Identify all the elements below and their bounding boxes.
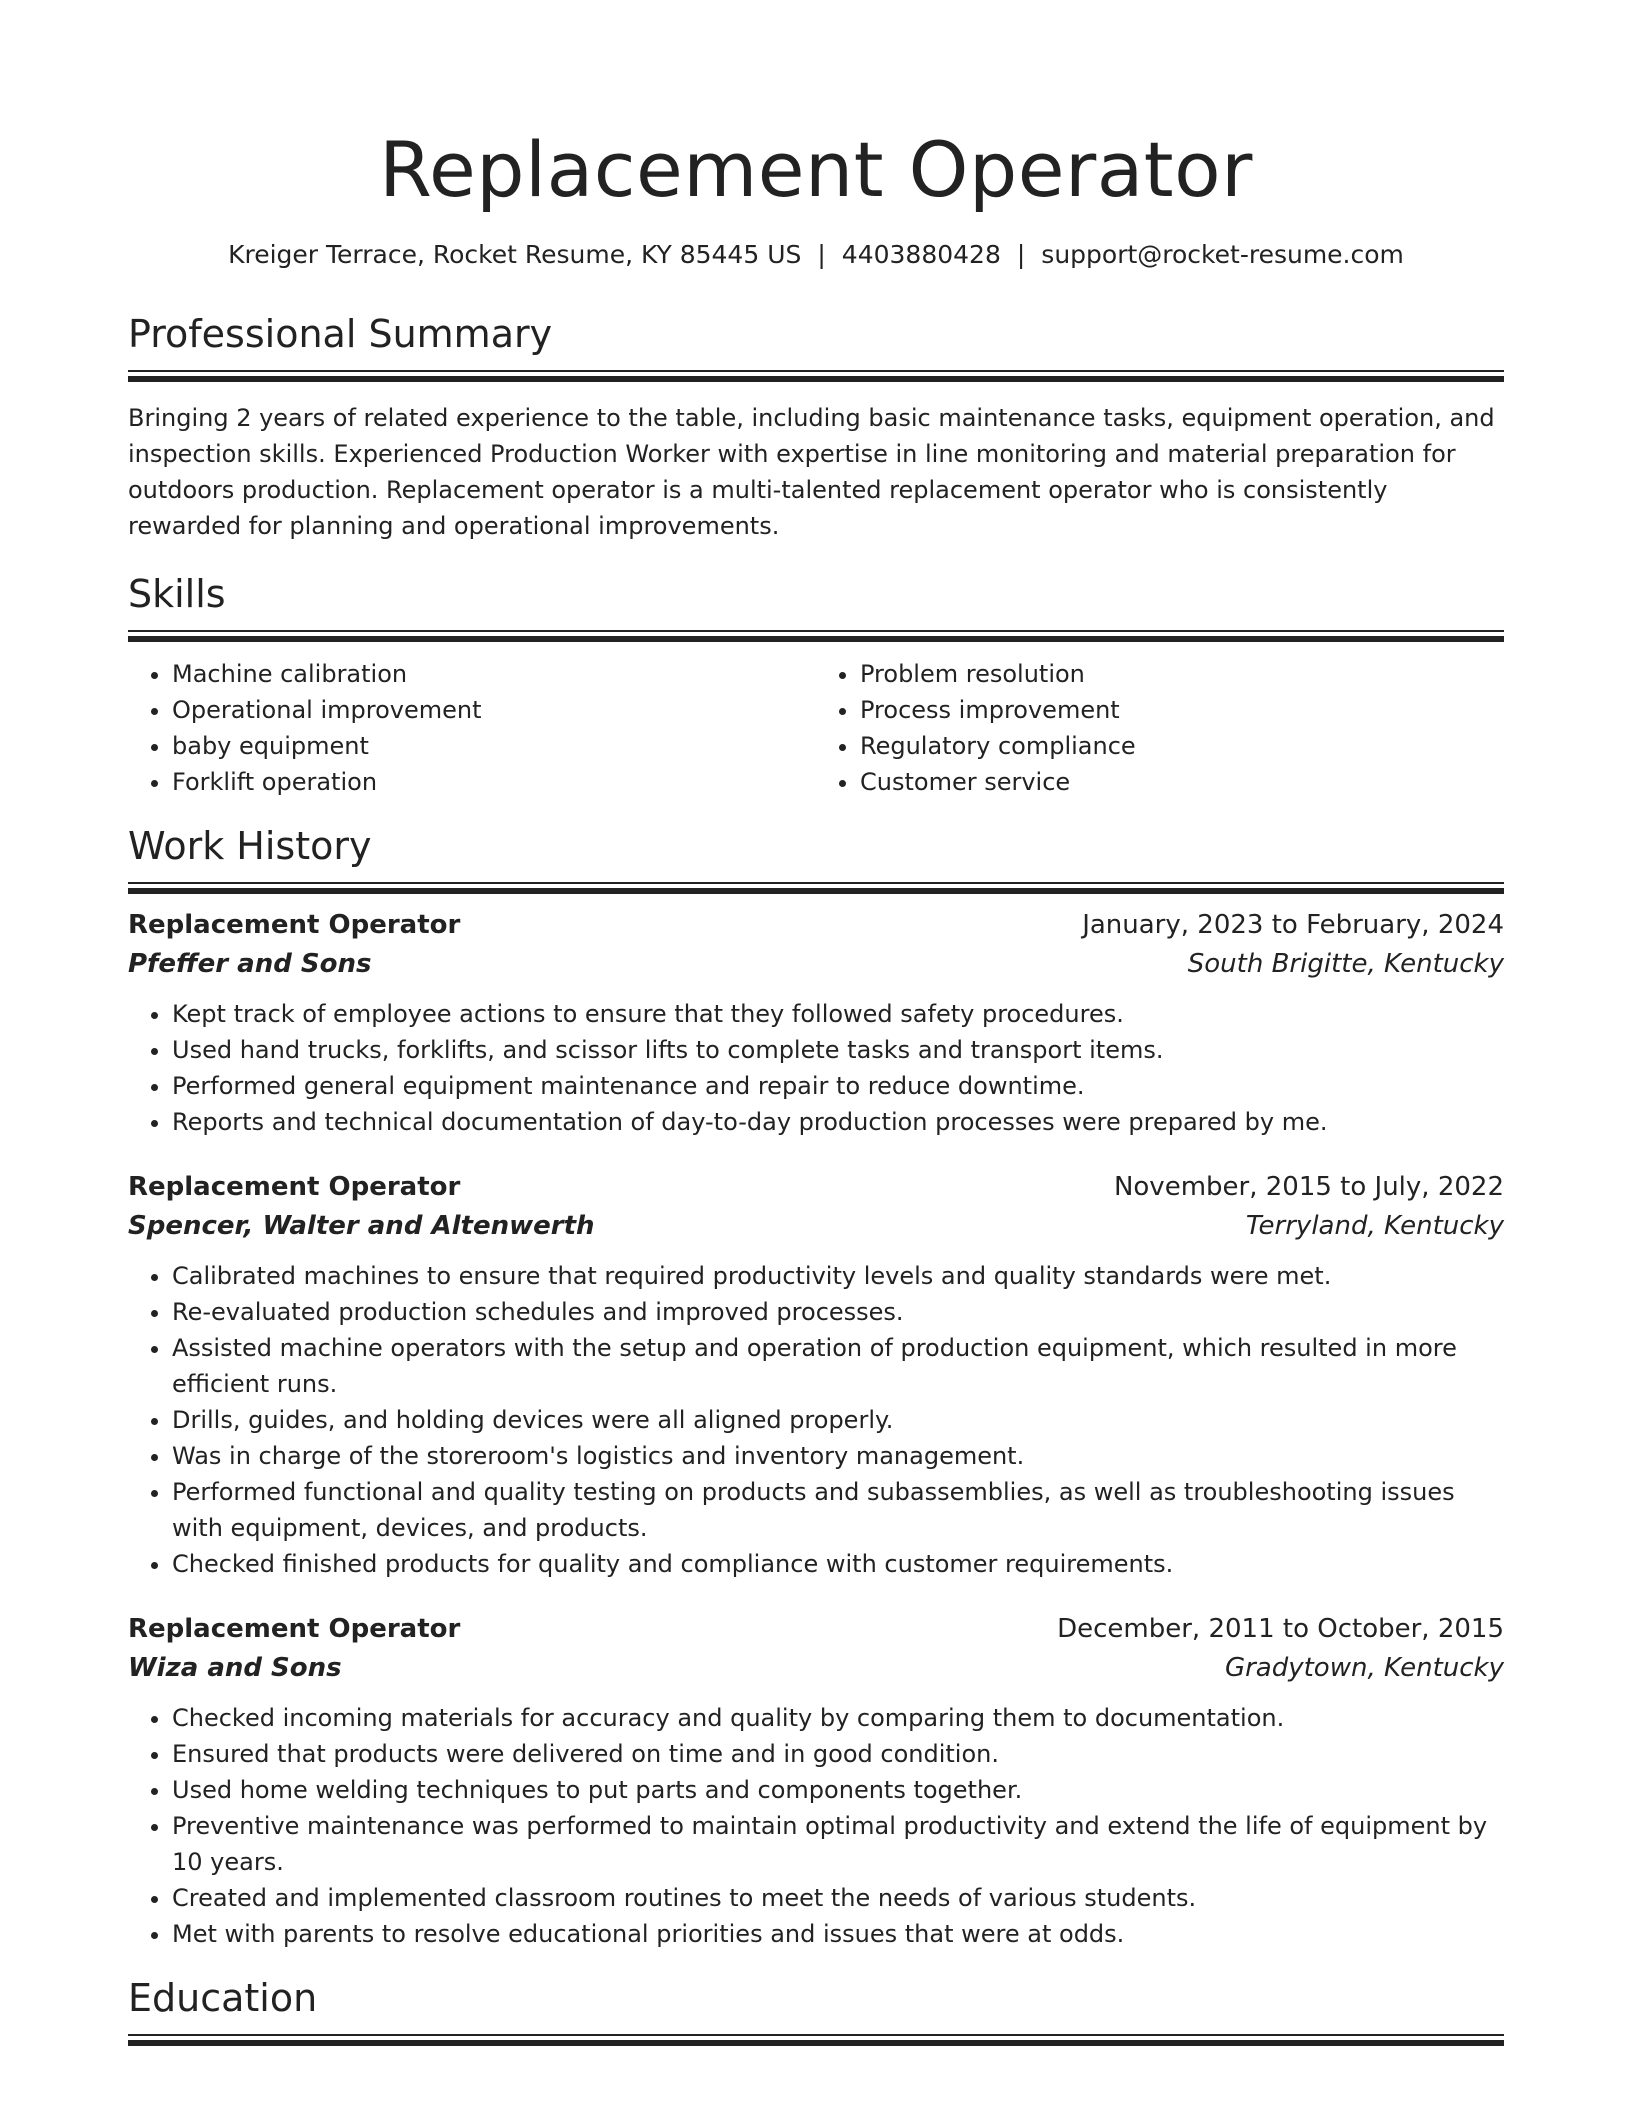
job-entry: [128, 1610, 1504, 1952]
job-bullet: • Kept track of employee actions to ensure that they followed safety procedures.: [172, 996, 1504, 1032]
summary-section: [128, 310, 1504, 544]
job-bullet: • Drills, guides, and holding devices were all aligned properly.: [172, 1402, 1504, 1438]
contact-line: [128, 238, 1504, 272]
job-bullet: • Ensured that products were delivered on time and in good condition.: [172, 1736, 1504, 1772]
job-bullet: • Was in charge of the storeroom's logistics and inventory management.: [172, 1438, 1504, 1474]
job-dates: November, 2015 to July, 2022: [1113, 1172, 1504, 1202]
skills-section: [128, 570, 1504, 800]
section-title-work-history: Work History: [128, 824, 372, 868]
job-bullet: • Re-evaluated production schedules and improved processes.: [172, 1294, 1504, 1330]
job-entry: [128, 1168, 1504, 1582]
resume-name: Replacement Operator: [379, 125, 1253, 214]
section-title-skills: Skills: [128, 572, 226, 616]
skill-item: • Machine calibration: [172, 656, 816, 692]
job-bullet: • Performed functional and quality testing on products and subassemblies, as well as troubleshooting issues with equipment, devices, and products.: [172, 1474, 1504, 1546]
section-divider: [128, 370, 1504, 382]
job-bullet: • Checked incoming materials for accuracy and quality by comparing them to documentation.: [172, 1700, 1504, 1736]
work-history-section: [128, 822, 1504, 1952]
section-divider: [128, 882, 1504, 894]
skill-item: • Operational improvement: [172, 692, 816, 728]
job-bullet: • Preventive maintenance was performed to maintain optimal productivity and extend the life of equipment by 10 years.: [172, 1808, 1504, 1880]
job-subheader: [128, 944, 1504, 984]
section-divider: [128, 2034, 1504, 2046]
job-bullet: • Used home welding techniques to put parts and components together.: [172, 1772, 1504, 1808]
skills-list-right: [816, 656, 1504, 800]
job-bullet: • Performed general equipment maintenance and repair to reduce downtime.: [172, 1068, 1504, 1104]
job-company: Wiza and Sons: [128, 1653, 342, 1683]
skill-item: • Customer service: [860, 764, 1504, 800]
summary-text: Bringing 2 years of related experience to the table, including basic maintenance tasks, equipment operation, and inspection skills. Experienced Production Worker with expertise in line monitoring and material preparation for outdoors production. Replacement operator is a multi-talented replacement operator who is consistently rewarded for planning and operational improvements.: [128, 404, 1495, 540]
contact-address: Kreiger Terrace, Rocket Resume, KY 85445 US: [228, 240, 802, 269]
job-bullet: • Created and implemented classroom routines to meet the needs of various students.: [172, 1880, 1504, 1916]
job-bullet: • Assisted machine operators with the setup and operation of production equipment, which resulted in more efficient runs.: [172, 1330, 1504, 1402]
skill-item: • Process improvement: [860, 692, 1504, 728]
skills-list-left: [128, 656, 816, 800]
skill-item: • baby equipment: [172, 728, 816, 764]
skill-item: • Forklift operation: [172, 764, 816, 800]
job-dates: December, 2011 to October, 2015: [1057, 1614, 1504, 1644]
skill-item: • Problem resolution: [860, 656, 1504, 692]
job-bullet: • Used hand trucks, forklifts, and scissor lifts to complete tasks and transport items.: [172, 1032, 1504, 1068]
job-dates: January, 2023 to February, 2024: [1082, 910, 1504, 940]
job-header: [128, 1168, 1504, 1206]
job-header: [128, 906, 1504, 944]
job-header: [128, 1610, 1504, 1648]
contact-separator: |: [1016, 240, 1026, 269]
section-title-education: Education: [128, 1976, 318, 2020]
job-bullet-list: [128, 996, 1504, 1140]
job-company: Pfeffer and Sons: [128, 949, 372, 979]
section-divider: [128, 630, 1504, 642]
job-bullet: • Checked finished products for quality and compliance with customer requirements.: [172, 1546, 1504, 1582]
job-bullet: • Calibrated machines to ensure that required productivity levels and quality standards were met.: [172, 1258, 1504, 1294]
job-bullet-list: [128, 1700, 1504, 1952]
job-bullet: • Reports and technical documentation of day-to-day production processes were prepared by me.: [172, 1104, 1504, 1140]
section-title-summary: Professional Summary: [128, 312, 553, 356]
job-subheader: [128, 1206, 1504, 1246]
job-location: Gradytown, Kentucky: [1224, 1653, 1504, 1683]
skills-grid: [128, 656, 1504, 800]
contact-separator: |: [817, 240, 826, 269]
education-section: [128, 1974, 1504, 2046]
job-title: Replacement Operator: [128, 1614, 461, 1644]
skill-item: • Regulatory compliance: [860, 728, 1504, 764]
job-bullet: • Met with parents to resolve educational priorities and issues that were at odds.: [172, 1916, 1504, 1952]
job-company: Spencer, Walter and Altenwerth: [128, 1211, 595, 1241]
job-location: South Brigitte, Kentucky: [1187, 949, 1504, 979]
contact-email[interactable]: support@rocket-resume.com: [1041, 240, 1404, 269]
job-subheader: [128, 1648, 1504, 1688]
job-entry: [128, 906, 1504, 1140]
job-location: Terryland, Kentucky: [1245, 1211, 1504, 1241]
job-title: Replacement Operator: [128, 910, 461, 940]
job-title: Replacement Operator: [128, 1172, 461, 1202]
job-bullet-list: [128, 1258, 1504, 1582]
contact-phone: 4403880428: [841, 240, 1001, 269]
